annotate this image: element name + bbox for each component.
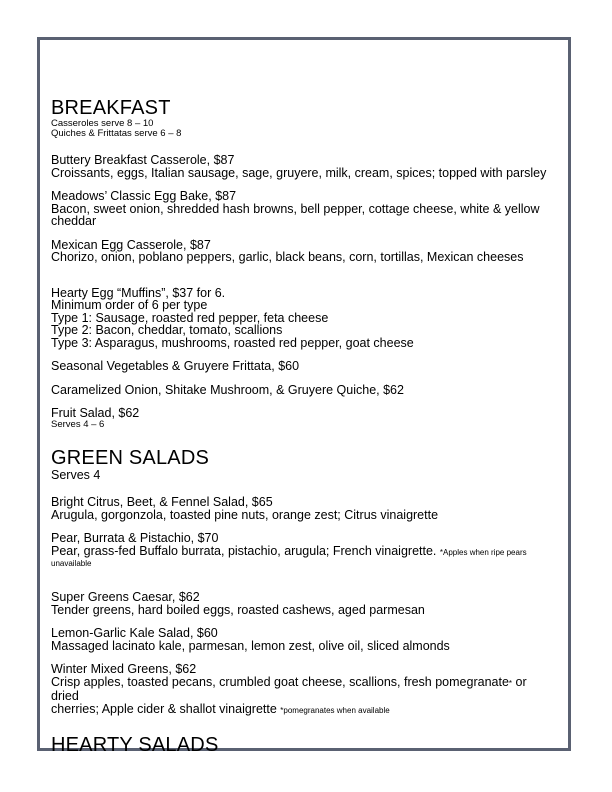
item-desc-text: Pear, grass-fed Buffalo burrata, pistachio, arugula; French vinaigrette.	[51, 543, 437, 558]
item-name: Caramelized Onion, Shitake Mushroom, & Gruyere Quiche, $62	[51, 382, 404, 397]
menu-item	[51, 532, 551, 568]
item-name: Fruit Salad, $62	[51, 406, 140, 420]
section-title-breakfast: BREAKFAST	[51, 97, 171, 119]
item-name: Super Greens Caesar, $62	[51, 590, 200, 604]
item-name: Meadows’ Classic Egg Bake, $87	[51, 189, 237, 203]
item-name: Buttery Breakfast Casserole, $87	[51, 153, 235, 167]
menu-item	[51, 496, 551, 521]
menu-item	[51, 287, 551, 350]
item-footnote: *Apples when ripe pears	[439, 547, 527, 557]
menu-item	[51, 407, 551, 430]
item-footnote: unavailable	[51, 559, 92, 568]
item-desc-text: or dried	[51, 674, 527, 703]
item-desc: Type 2: Bacon, cheddar, tomato, scallions	[51, 323, 283, 337]
item-desc: Type 1: Sausage, roasted red pepper, feta cheese	[51, 310, 329, 325]
green-salads-serves: Serves 4	[51, 467, 101, 482]
item-name: Bright Citrus, Beet, & Fennel Salad, $65	[51, 495, 273, 509]
menu-item	[51, 591, 551, 616]
item-desc	[51, 676, 551, 703]
breakfast-note: Quiches & Frittatas serve 6 – 8	[51, 128, 182, 139]
item-desc: Arugula, gorgonzola, toasted pine nuts, orange zest; Citrus vinaigrette	[51, 507, 439, 522]
item-desc-text: Crisp apples, toasted pecans, crumbled goat cheese, scallions, fresh pomegranate	[51, 674, 509, 689]
section-title-hearty-salads: HEARTY SALADS	[51, 734, 219, 756]
breakfast-note: Casseroles serve 8 – 10	[51, 118, 154, 129]
item-name: Mexican Egg Casserole, $87	[51, 237, 211, 252]
item-desc: Tender greens, hard boiled eggs, roasted cashews, aged parmesan	[51, 602, 425, 617]
menu-content	[51, 97, 551, 756]
menu-item	[51, 627, 551, 652]
item-note: Serves 4 – 6	[51, 418, 105, 430]
item-desc: Type 3: Asparagus, mushrooms, roasted red pepper, goat cheese	[51, 335, 414, 350]
menu-item	[51, 154, 551, 179]
item-desc: Bacon, sweet onion, shredded hash browns, bell pepper, cottage cheese, white & yellow	[51, 201, 540, 216]
item-name: Winter Mixed Greens, $62	[51, 662, 197, 676]
menu-item	[51, 190, 551, 228]
footnote-mark: *	[508, 678, 513, 688]
menu-item	[51, 384, 551, 397]
menu-item	[51, 360, 551, 373]
item-name: Hearty Egg “Muffins”, $37 for 6.	[51, 285, 226, 300]
item-desc: Massaged lacinato kale, parmesan, lemon zest, olive oil, sliced almonds	[51, 638, 450, 653]
menu-item	[51, 663, 551, 717]
item-desc	[51, 703, 551, 718]
item-desc: cheddar	[51, 214, 97, 228]
menu-item	[51, 239, 551, 264]
item-name: Lemon-Garlic Kale Salad, $60	[51, 626, 218, 640]
section-title-green-salads: GREEN SALADS	[51, 446, 210, 469]
item-name: Seasonal Vegetables & Gruyere Frittata, $60	[51, 359, 300, 373]
item-name: Pear, Burrata & Pistachio, $70	[51, 531, 219, 545]
item-desc: Croissants, eggs, Italian sausage, sage, gruyere, milk, cream, spices; topped with parsley	[51, 165, 547, 180]
item-desc: Minimum order of 6 per type	[51, 298, 208, 312]
item-footnote: *pomegranates when available	[280, 705, 390, 715]
item-desc: Chorizo, onion, poblano peppers, garlic, black beans, corn, tortillas, Mexican cheeses	[51, 250, 524, 264]
item-desc	[51, 545, 551, 560]
item-desc-text: cherries; Apple cider & shallot vinaigrette	[51, 701, 277, 716]
